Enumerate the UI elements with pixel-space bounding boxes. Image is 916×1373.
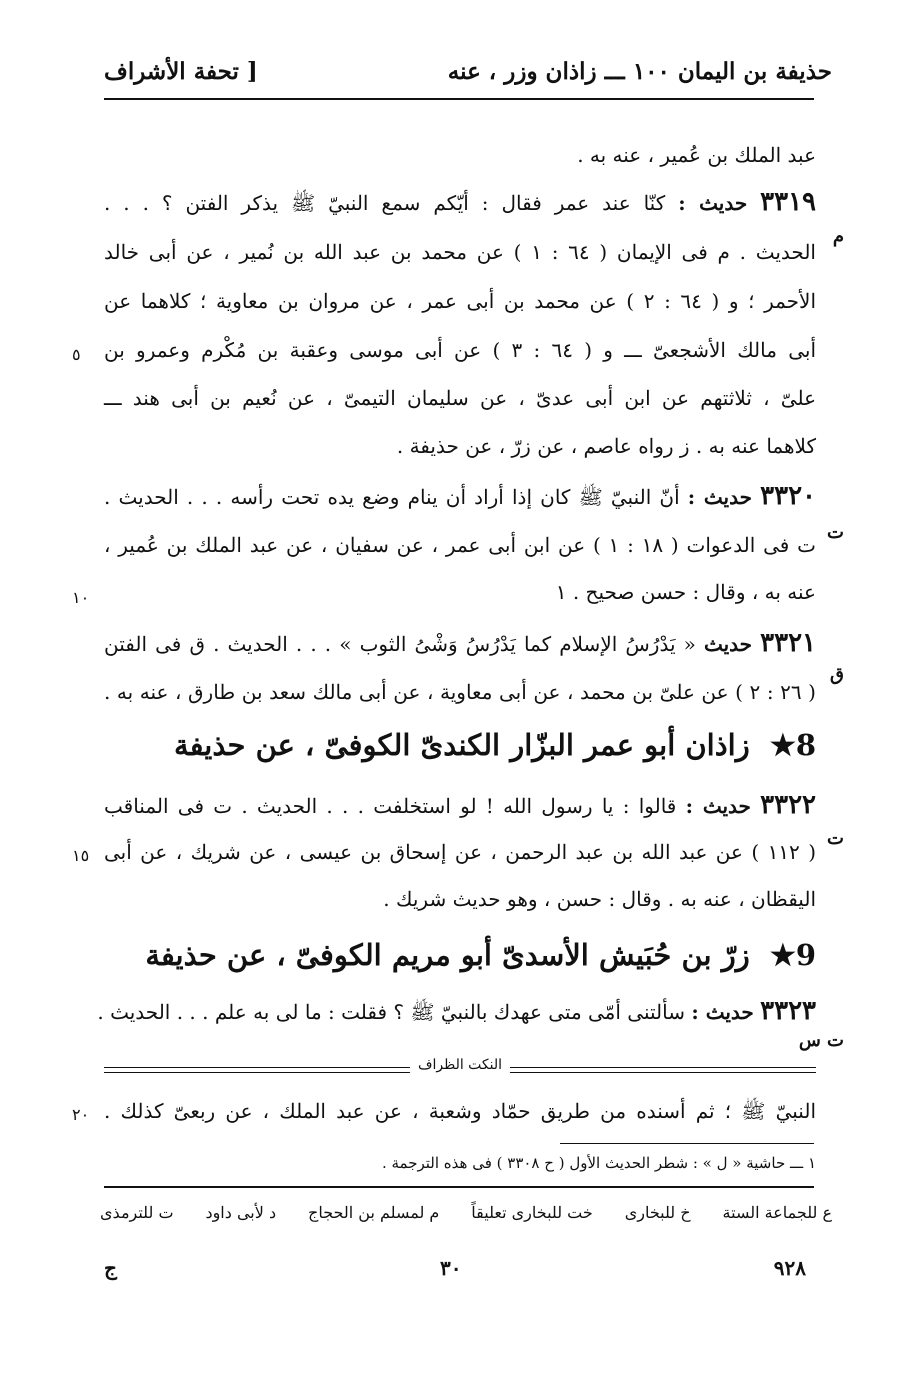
nukat-text-line: النبيّ ﷺ ؛ ثم أسنده من طريق حمّاد وشعبة ، عن عبد الملك ، عن ربعىّ كذلك . xyxy=(104,1099,816,1123)
bio-number: 9 xyxy=(795,938,816,972)
text-line: اليقظان ، عنه به . وقال : حسن ، وهو حديث شريك . xyxy=(383,887,816,911)
margin-siglum: ت xyxy=(827,522,844,543)
text-line: ت فى الدعوات ( ١٨ : ١ ) عن ابن أبى عمر ، عن سفيان ، عن عبد الملك بن عُمير ، xyxy=(104,533,816,557)
hadith-3319-line xyxy=(104,187,816,220)
bio-number: 8 xyxy=(795,728,816,762)
hadith-keyword: حديث : xyxy=(685,794,751,818)
text-line: عبد الملك بن عُمير ، عنه به . xyxy=(577,143,816,167)
star-icon: ★ xyxy=(769,938,796,972)
running-title: حذيفة بن اليمان ١٠٠ ـــ زاذان وزر ، عنه xyxy=(447,58,832,85)
line-number: ٢٠ xyxy=(72,1105,90,1124)
text-line: الأحمر ؛ و ( ٦٤ : ٢ ) عن محمد بن أبى عمر ، عن مروان بن معاوية ؛ كلاهما عن xyxy=(104,289,817,313)
nukat-divider xyxy=(104,1059,816,1083)
book-title: [ تحفة الأشراف xyxy=(104,58,258,85)
line-number: ٥ xyxy=(72,345,81,364)
hadith-number: ٣٣٢١ xyxy=(760,628,817,658)
line-number: ١٠ xyxy=(72,588,90,607)
signature-number: ٣٠ xyxy=(440,1256,462,1280)
text-line: ( ٢٦ : ٢ ) عن علىّ بن محمد ، عن أبى معاوية ، عن أبى مالك سعد بن طارق ، عنه به . xyxy=(104,680,816,704)
text-line: عنه به ، وقال : حسن صحيح . ١ xyxy=(555,580,816,604)
text-line: ( ١١٢ ) عن عبد الله بن عبد الرحمن ، عن إسحاق بن عيسى ، عن شريك ، عن أبى xyxy=(104,840,816,864)
abbreviations-key xyxy=(100,1203,832,1222)
divider-label: النكت الظراف xyxy=(410,1057,510,1073)
hadith-number: ٣٣٢٢ xyxy=(760,790,817,820)
header-rule xyxy=(104,98,814,100)
hadith-text: قالوا : يا رسول الله ! لو استخلفت . . . الحديث . ت فى المناقب xyxy=(104,794,677,818)
biography-heading xyxy=(104,728,816,762)
hadith-text: « يَدْرُسُ الإسلام كما يَدْرُسُ وَشْىُ الثوب » . . . الحديث . ق فى الفتن xyxy=(104,632,696,656)
page-number: ٩٢٨ xyxy=(773,1256,806,1280)
margin-siglum: ت xyxy=(827,828,844,849)
line-number: ١٥ xyxy=(72,846,90,865)
hadith-text: أنّ النبيّ ﷺ كان إذا أراد أن ينام وضع يده تحت رأسه . . . الحديث . xyxy=(104,485,680,509)
abbreviation: خ للبخارى xyxy=(624,1203,691,1222)
hadith-number: ٣٣١٩ xyxy=(760,187,816,217)
hadith-3321-line xyxy=(104,628,816,658)
footnote: ١ ـــ حاشية « ل » : شطر الحديث الأول ( ح ٣٣٠٨ ) فى هذه الترجمة . xyxy=(381,1154,816,1172)
abbreviation: ع للجماعة الستة xyxy=(722,1203,832,1222)
text-line: أبى مالك الأشجعىّ ـــ و ( ٦٤ : ٣ ) عن أبى موسى وعقبة بن مُكْرم وعمرو بن xyxy=(104,338,816,362)
hadith-3323-line xyxy=(97,996,816,1029)
hadith-keyword: حديث : xyxy=(687,485,752,509)
hadith-3320-line xyxy=(104,481,816,514)
abbreviation: م لمسلم بن الحجاج xyxy=(308,1203,440,1222)
abbreviation: ت للترمذى xyxy=(100,1203,174,1222)
abbreviations-rule xyxy=(104,1186,814,1188)
hadith-number: ٣٣٢٣ xyxy=(760,996,816,1026)
footnote-rule xyxy=(560,1143,814,1144)
hadith-3322-line xyxy=(104,790,816,820)
abbreviation: د لأبى داود xyxy=(205,1203,277,1222)
hadith-text: كنّا عند عمر فقال : أيّكم سمع النبيّ ﷺ يذكر الفتن ؟ . . . xyxy=(104,191,666,215)
hadith-number: ٣٣٢٠ xyxy=(760,481,816,511)
text-line: الحديث . م فى الإيمان ( ٦٤ : ١ ) عن محمد بن عبد الله بن نُمير ، عن أبى خالد xyxy=(104,240,816,264)
hadith-keyword: حديث : xyxy=(691,1000,754,1024)
text-line: كلاهما عنه به . ز رواه عاصم ، عن زرّ ، عن حذيفة . xyxy=(396,434,816,458)
biography-heading xyxy=(104,938,816,972)
bio-title: زاذان أبو عمر البزّار الكندىّ الكوفىّ ، عن حذيفة xyxy=(174,728,750,762)
margin-siglum: ت س xyxy=(798,1030,844,1051)
hadith-keyword: حديث xyxy=(703,632,753,656)
margin-siglum: ق xyxy=(830,664,844,685)
star-icon: ★ xyxy=(769,728,796,762)
hadith-text: سألتنى أمّى متى عهدك بالنبيّ ﷺ ؟ فقلت : ما لى به علم . . . الحديث . xyxy=(97,1000,685,1024)
text-line: علىّ ، ثلاثتهم عن ابن أبى عدىّ ، عن سليمان التيمىّ ، عن نُعيم بن أبى هند ـــ xyxy=(104,386,816,410)
abbreviation: خت للبخارى تعليقاً xyxy=(471,1203,593,1222)
hadith-keyword: حديث : xyxy=(678,191,748,215)
bio-title: زرّ بن حُبَيش الأسدىّ أبو مريم الكوفىّ ، عن حذيفة xyxy=(145,938,750,972)
margin-siglum: م xyxy=(832,226,844,247)
volume-letter: ج xyxy=(104,1256,117,1280)
